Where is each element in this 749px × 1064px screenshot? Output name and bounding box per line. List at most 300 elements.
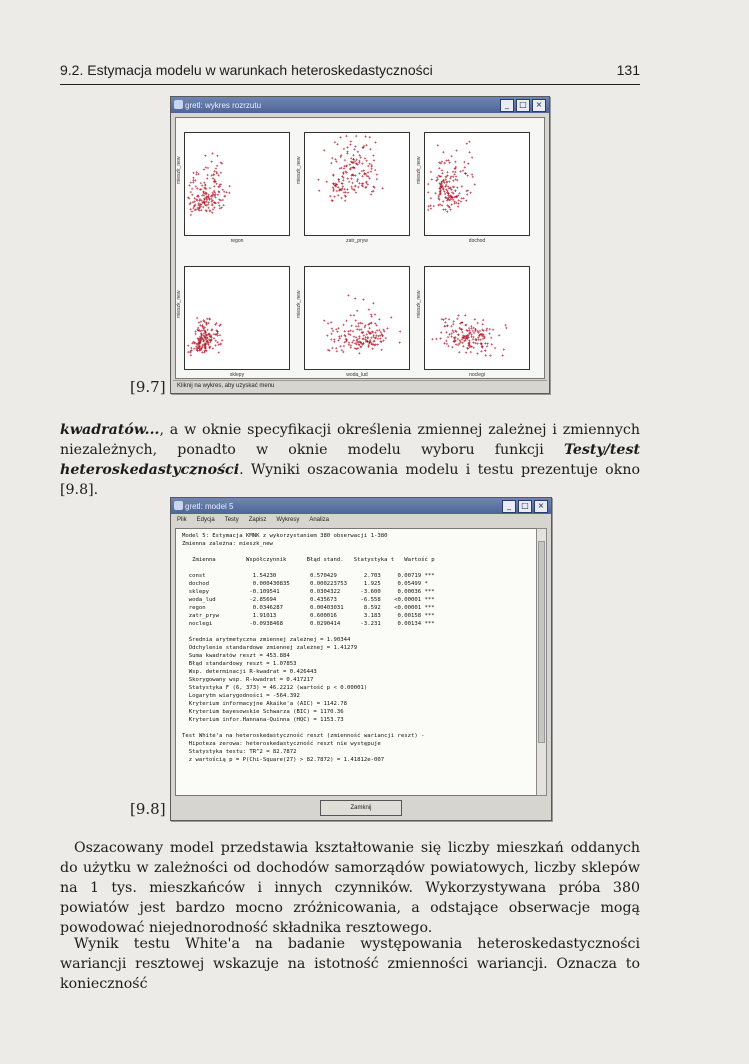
scatter-point [454,190,456,192]
scatter-point [367,346,369,348]
scatter-point [357,186,359,188]
scatter-point [333,341,335,343]
scatter-point [472,330,474,332]
output-line: Zmienna zależna: mieszk_new [182,541,273,547]
output-line: Statystyka F (6, 373) = 46.2212 (wartość p < 0.00001) [182,685,368,691]
scatter-point [468,141,470,143]
close-icon[interactable]: × [532,99,546,112]
scatter-point [222,189,224,191]
scatter-point [430,197,432,199]
output-line: zatr_pryw 1.91013 0.600016 3.183 0.00158 *** [182,613,435,619]
scatter-point [217,341,219,343]
scatter-point [355,336,357,338]
scatter-point [367,165,369,167]
scatter-point [468,327,470,329]
scatter-point [358,329,360,331]
output-line: Statystyka testu: TR^2 = 82.7872 [182,749,297,755]
scatter-point [367,183,369,185]
scatter-point [226,191,228,193]
scatter-point [473,332,475,334]
scatter-point [340,335,342,337]
menu-edycja[interactable]: Edycja [196,517,215,523]
scatter-point [386,327,388,329]
scatter-point [359,346,361,348]
scatter-point [468,151,470,153]
scatter-point [218,205,220,207]
scatter-point [191,210,193,212]
menu-analiza[interactable]: Analiza [309,517,330,523]
scatter-point [468,329,470,331]
scatter-point [189,351,191,353]
scatter-point [205,166,207,168]
y-axis-label: mieszk_new [296,156,302,184]
scatter-point [370,170,372,172]
scatter-point [190,354,192,356]
scatter-point [339,167,341,169]
scatter-point [347,178,349,180]
scatter-point [349,143,351,145]
scatter-point [221,339,223,341]
menu-testy[interactable]: Testy [224,517,239,523]
scatter-point [212,192,214,194]
scatter-point [356,328,358,330]
scatter-point [435,180,437,182]
running-header [60,62,640,78]
scatter-point [361,175,363,177]
scatter-point [335,160,337,162]
scatter-point [351,182,353,184]
model-window-titlebar[interactable] [171,498,551,514]
scatter-point [357,151,359,153]
scatter-point [427,183,429,185]
output-line: dochod 0.000430835 0.000223753 1.925 0.05499 * [182,581,428,587]
scatter-point [445,317,447,319]
output-line [182,628,530,636]
scatter-point [214,344,216,346]
output-line: Suma kwadratów reszt = 453.884 [182,653,290,659]
scatter-point [382,340,384,342]
scatter-point [344,159,346,161]
scatter-point [337,339,339,341]
scatter-point [195,333,197,335]
scatter-point [354,174,356,176]
scatter-point [217,194,219,196]
close-button[interactable]: Zamknij [320,800,402,816]
scatter-plot [425,267,529,369]
scatter-point [228,192,230,194]
scatter-point [349,330,351,332]
scatter-plot [185,267,289,369]
scatter-point [455,175,457,177]
maximize-icon[interactable]: □ [518,500,532,513]
scatter-point [457,334,459,336]
y-axis-label: mieszk_new [176,290,182,318]
scatter-point [363,169,365,171]
scatter-point [190,181,192,183]
scatter-point [444,321,446,323]
scatter-point [212,347,214,349]
scatter-point [336,331,338,333]
scatter-point [220,172,222,174]
scatter-point [358,337,360,339]
scatter-point [441,172,443,174]
paragraph-1-bold-2: Testy/test heteroskedastyczności [60,442,640,478]
scatter-panel [416,132,530,244]
scatter-point [351,174,353,176]
scatter-point [219,334,221,336]
scatter-point [331,328,333,330]
scatter-point [209,346,211,348]
menu-zapisz[interactable]: Zapisz [248,517,267,523]
scatter-point [377,338,379,340]
scatter-point [474,318,476,320]
header-rule [60,84,640,85]
scatter-point [218,199,220,201]
scatter-point [502,354,504,356]
scatter-point [385,337,387,339]
scatter-point [207,167,209,169]
scatter-point [449,162,451,164]
scatter-point [193,348,195,350]
scatter-point [347,294,349,296]
output-line: Skorygowany wsp. R-kwadrat = 0.417217 [182,677,314,683]
scatter-point [448,318,450,320]
scatter-point [352,154,354,156]
scatter-point [205,323,207,325]
menu-wykresy[interactable]: Wykresy [276,517,300,523]
scatter-point [370,314,372,316]
scatter-point [472,347,474,349]
scatter-point [455,202,457,204]
scatter-point [323,320,325,322]
scatter-point [427,191,429,193]
model-window-title: gretl: model 5 [185,501,234,511]
scatter-point [477,343,479,345]
scatter-plot [425,133,529,235]
scatter-point [474,342,476,344]
scatter-point [355,191,357,193]
model-output-text[interactable] [175,528,537,796]
scatter-point [374,169,376,171]
scatter-point [442,208,444,210]
scatter-point [202,191,204,193]
scatter-point [340,154,342,156]
scatter-plot [185,133,289,235]
scatter-point [457,314,459,316]
scatter-point [466,143,468,145]
scatter-point [488,333,490,335]
scatter-point [454,161,456,163]
scatter-point [439,188,441,190]
scatter-point [468,340,470,342]
scatter-point [376,173,378,175]
output-line: woda_lud -2.85694 0.435673 -6.558 <0.00001 *** [182,597,435,603]
scatter-point [446,171,448,173]
scatter-point [192,181,194,183]
scatter-panel [296,266,410,378]
scatter-point [492,329,494,331]
scatter-point [365,186,367,188]
scatter-point [353,314,355,316]
scatter-point [435,338,437,340]
scatter-point [197,337,199,339]
scatter-point [195,185,197,187]
scatter-point [332,182,334,184]
scatter-point [353,189,355,191]
scatter-point [334,158,336,160]
scatter-point [438,167,440,169]
scatter-point [357,322,359,324]
scatter-point [453,173,455,175]
scatter-point [350,157,352,159]
scatter-point [190,347,192,349]
scatter-point [350,314,352,316]
scatter-point [443,342,445,344]
scatter-point [317,179,319,181]
vertical-scrollbar[interactable] [536,528,547,796]
scatter-point [326,181,328,183]
scatter-point [217,202,219,204]
scatter-point [431,338,433,340]
scatter-point [336,143,338,145]
output-line: Odchylenie standardowe zmiennej zależnej = 1.41279 [182,645,358,651]
scatter-point [203,168,205,170]
scatter-point [373,334,375,336]
scatter-point [447,336,449,338]
scatter-point [354,160,356,162]
scatter-point [458,327,460,329]
maximize-icon[interactable]: □ [516,99,530,112]
scatter-point [213,174,215,176]
scatter-point [505,327,507,329]
scatter-point [355,325,357,327]
section-title: 9.2. Estymacja modelu w warunkach heteroskedastyczności [60,62,433,78]
scatter-point [461,338,463,340]
scatter-point [332,330,334,332]
scatter-point [375,324,377,326]
scatter-point [503,348,505,350]
output-line [182,564,530,572]
scatter-point [211,152,213,154]
paragraph-1-bold: kwadratów... [60,422,160,438]
scatter-point [446,204,448,206]
scatter-point [482,319,484,321]
scatter-point [445,208,447,210]
scatter-point [399,341,401,343]
x-axis-label: woda_lud [346,372,368,378]
scatter-point [444,325,446,327]
scatter-point [342,171,344,173]
scatter-point [345,135,347,137]
scatter-point [344,200,346,202]
scatter-point [372,190,374,192]
scatter-point [212,177,214,179]
scatter-point [448,333,450,335]
scatter-point [374,322,376,324]
scatter-point [364,186,366,188]
scatter-point [456,318,458,320]
scatter-point [369,148,371,150]
scatter-point [457,205,459,207]
scatter-point [365,144,367,146]
scatter-point [204,193,206,195]
scatter-point [216,155,218,157]
scatter-point [337,186,339,188]
scatter-point [471,173,473,175]
scatter-point [358,162,360,164]
scatter-point [504,324,506,326]
scatter-point [455,343,457,345]
scatter-point [353,339,355,341]
gretl-app-icon [174,501,183,510]
scatter-point [192,172,194,174]
scatter-point [343,167,345,169]
scatter-point [212,208,214,210]
scatter-point [191,188,193,190]
minimize-icon[interactable]: _ [502,500,516,513]
output-line: Test White'a na heteroskedastyczność reszt (zmienność wariancji reszt) - [182,733,425,739]
scatter-point [480,350,482,352]
scatter-point [358,352,360,354]
output-line: Logarytm wiarygodności = -564.392 [182,693,300,699]
scatter-point [341,182,343,184]
output-line: regon 0.0346287 0.00403031 8.592 <0.00001 *** [182,605,435,611]
scatter-point [220,199,222,201]
scatter-point [326,334,328,336]
scatter-point [369,339,371,341]
scatter-point [350,140,352,142]
scatter-point [451,203,453,205]
scatter-point [376,329,378,331]
plot-window-title: gretl: wykres rozrzutu [185,100,262,110]
scatter-point [370,164,372,166]
output-line: sklepy -0.109541 0.0304322 -3.600 0.00036 *** [182,589,435,595]
scatter-point [218,190,220,192]
scatter-point [446,174,448,176]
output-line [182,548,530,556]
scatter-point [450,335,452,337]
scrollbar-thumb[interactable] [538,541,545,743]
scatter-point [449,208,451,210]
output-line: Błąd standardowy reszt = 1.07853 [182,661,297,667]
scatter-point [341,349,343,351]
x-axis-label: dochod [468,238,486,244]
scatter-point [335,328,337,330]
scatter-point [482,323,484,325]
scatter-point [445,331,447,333]
plot-window-titlebar[interactable] [171,97,549,113]
scatter-point [360,328,362,330]
paragraph-2: Oszacowany model przedstawia kształtowanie się liczby mieszkań oddanych do użytku w zależności od dochodów samorządów powiatowych, liczby sklepów na 1 tys. mieszkańców i innych czynników. Wykorzystywana próba 380 powiatów jest bardzo mocno zróżnicowania, a odstające obserwacje mogą powodować niejednorodność składnika resztowego. [60,840,640,936]
scatter-point [350,186,352,188]
scatter-point [450,325,452,327]
scatter-point [379,337,381,339]
scatter-point [487,343,489,345]
scatter-point [187,351,189,353]
scatter-point [445,176,447,178]
scatter-point [446,190,448,192]
scatter-point [441,169,443,171]
scatter-point [467,163,469,165]
scatter-point [353,158,355,160]
scatter-point [335,347,337,349]
scatter-point [448,181,450,183]
scatter-point [370,337,372,339]
y-axis-label: mieszk_new [416,156,422,184]
scatter-matrix[interactable] [175,117,545,379]
scatter-point [187,345,189,347]
output-line: Kryterium informacyjne Akaike'a (AIC) = 1142.78 [182,701,348,707]
scatter-point [208,201,210,203]
scatter-point [462,345,464,347]
scatter-point [370,315,372,317]
scatter-point [195,173,197,175]
scatter-point [466,174,468,176]
scatter-point [347,330,349,332]
scatter-point [209,210,211,212]
scatter-point [368,308,370,310]
scatter-point [457,199,459,201]
scatter-point [470,351,472,353]
scatter-point [365,336,367,338]
close-icon[interactable]: × [534,500,548,513]
scatter-point [458,343,460,345]
scatter-point [470,333,472,335]
scatter-point [350,325,352,327]
scatter-point [355,319,357,321]
scatter-point [201,329,203,331]
scatter-point [434,192,436,194]
scatter-point [352,330,354,332]
scatter-point [218,351,220,353]
menu-plik[interactable]: Plik [177,517,187,523]
scatter-point [192,177,194,179]
scatter-point [210,334,212,336]
scatter-point [211,161,213,163]
scatter-point [362,298,364,300]
scatter-point [457,202,459,204]
scatter-point [442,151,444,153]
output-line: noclegi -0.0938468 0.0290414 -3.231 0.00134 *** [182,621,435,627]
scatter-point [223,195,225,197]
scatter-point [343,345,345,347]
scatter-point [469,192,471,194]
scatter-point [339,136,341,138]
scatter-point [338,181,340,183]
scatter-point [196,171,198,173]
scatter-point [427,209,429,211]
minimize-icon[interactable]: _ [500,99,514,112]
scatter-point [484,350,486,352]
scatter-point [486,345,488,347]
scatter-point [228,185,230,187]
scatter-point [373,159,375,161]
scatter-point [223,191,225,193]
scatter-point [366,160,368,162]
scatter-point [341,175,343,177]
scatter-point [353,336,355,338]
scatter-point [464,314,466,316]
scatter-point [337,327,339,329]
window-controls [500,99,546,112]
scatter-point [360,346,362,348]
scatter-point [329,195,331,197]
scatter-point [363,334,365,336]
scatter-point [367,171,369,173]
scatter-point [368,177,370,179]
x-axis-label: sklepy [229,372,245,378]
scatter-panel [296,132,410,244]
